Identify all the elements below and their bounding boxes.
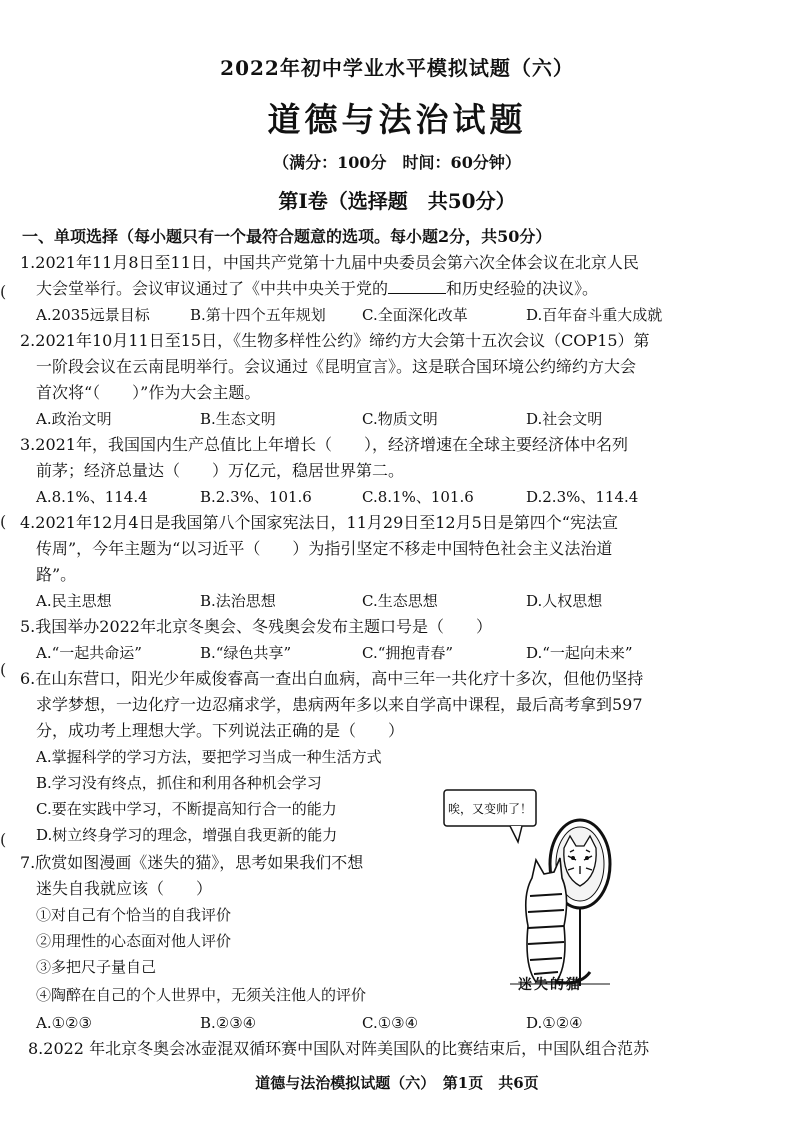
q6-line: 6.在山东营口，阳光少年威俊睿高一查出白血病，高中三年一共化疗十多次，但他仍坚持 — [20, 669, 644, 688]
q4-line: 4.2021年12月4日是我国第八个国家宪法日，11月29日至12月5日是第四个“宪法宣 — [20, 513, 618, 532]
q5-option-b: B.“绿色共享” — [200, 644, 292, 662]
exam-meta: （满分：100分 时间：60分钟） — [273, 153, 521, 172]
q6-line: 求学梦想，一边化疗一边忍痛求学，患病两年多以来自学高中课程，最后高考拿到597 — [36, 695, 643, 714]
q6-option-a: A.掌握科学的学习方法，要把学习当成一种生活方式 — [36, 748, 382, 766]
q7-option-c: C.①③④ — [362, 1014, 419, 1032]
q4-line: 路”。 — [36, 565, 77, 584]
answer-blank — [388, 279, 446, 294]
q1-line: 1.2021年11月8日至11日，中国共产党第十九届中央委员会第六次全体会议在北京人民 — [20, 253, 639, 272]
q4-option-b: B.法治思想 — [200, 592, 276, 610]
exam-title: 2022年初中学业水平模拟试题（六） — [220, 56, 574, 80]
q1-option-d: D.百年奋斗重大成就 — [526, 306, 663, 324]
binding-mark: ( — [0, 512, 7, 531]
q1-text: 大会堂举行。会议审议通过了《中共中央关于党的 — [36, 279, 389, 298]
q7-option-d: D.①②④ — [526, 1014, 583, 1032]
q7-item-3: ③多把尺子量自己 — [36, 958, 157, 976]
speech-bubble — [444, 790, 536, 842]
part-title: 第Ⅰ卷（选择题 共50分） — [278, 189, 516, 213]
binding-mark: ( — [0, 282, 7, 301]
q3-option-c: C.8.1%、101.6 — [362, 488, 474, 506]
q7-line: 迷失自我就应该（ ） — [36, 879, 213, 898]
q6-option-d: D.树立终身学习的理念，增强自我更新的能力 — [36, 826, 338, 844]
binding-mark: ( — [0, 660, 7, 679]
q5-option-c: C.“拥抱青春” — [362, 644, 454, 662]
q7-line: 7.欣赏如图漫画《迷失的猫》，思考如果我们不想 — [20, 853, 364, 872]
binding-mark: ( — [0, 830, 7, 849]
bubble-text: 唉，又变帅了！ — [447, 802, 533, 816]
q3-line: 3.2021年，我国国内生产总值比上年增长（ ），经济增速在全球主要经济体中名列 — [20, 435, 628, 454]
q1-line — [36, 278, 598, 300]
q2-line: 2.2021年10月11日至15日，《生物多样性公约》缔约方大会第十五次会议（COP15）第 — [20, 331, 650, 350]
q1-option-c: C.全面深化改革 — [362, 306, 468, 324]
q4-option-a: A.民主思想 — [36, 592, 112, 610]
q3-option-b: B.2.3%、101.6 — [200, 488, 312, 506]
q4-option-c: C.生态思想 — [362, 592, 438, 610]
q6-option-b: B.学习没有终点，抓住和利用各种机会学习 — [36, 774, 322, 792]
q2-line: 首次将“（ ）”作为大会主题。 — [36, 383, 261, 402]
q6-option-c: C.要在实践中学习，不断提高知行合一的能力 — [36, 800, 337, 818]
q7-item-4: ④陶醉在自己的个人世界中，无须关注他人的评价 — [36, 986, 367, 1004]
section-title: 一、单项选择（每小题只有一个最符合题意的选项。每小题2分，共50分） — [22, 227, 552, 246]
cartoon-caption: 迷失的猫 — [518, 977, 582, 993]
q2-option-b: B.生态文明 — [200, 410, 276, 428]
q5-line: 5.我国举办2022年北京冬奥会、冬残奥会发布主题口号是（ ） — [20, 617, 492, 636]
q4-line: 传周”，今年主题为“以习近平（ ）为指引坚定不移走中国特色社会主义法治道 — [36, 539, 613, 558]
q4-option-d: D.人权思想 — [526, 592, 603, 610]
q5-option-d: D.“一起向未来” — [526, 644, 633, 662]
q6-line: 分，成功考上理想大学。下列说法正确的是（ ） — [36, 721, 405, 740]
subject-title: 道德与法治试题 — [267, 100, 527, 139]
q7-option-a: A.①②③ — [36, 1014, 92, 1032]
q2-option-a: A.政治文明 — [36, 410, 112, 428]
q1-option-a: A.2035远景目标 — [36, 306, 150, 324]
q1-option-b: B.第十四个五年规划 — [190, 306, 326, 324]
q8-line: 8.2022 年北京冬奥会冰壶混双循环赛中国队对阵美国队的比赛结束后，中国队组合范苏 — [28, 1039, 650, 1058]
q1-text: 和历史经验的决议》。 — [446, 279, 599, 298]
q7-option-b: B.②③④ — [200, 1014, 257, 1032]
q5-option-a: A.“一起共命运” — [36, 644, 142, 662]
q7-item-2: ②用理性的心态面对他人评价 — [36, 932, 232, 950]
page-footer: 道德与法治模拟试题（六） 第1页 共6页 — [255, 1074, 539, 1092]
q2-line: 一阶段会议在云南昆明举行。会议通过《昆明宣言》。这是联合国环境公约缔约方大会 — [36, 357, 637, 376]
lost-cat-cartoon — [440, 786, 620, 1006]
q3-option-a: A.8.1%、114.4 — [36, 488, 148, 506]
q2-option-d: D.社会文明 — [526, 410, 603, 428]
q3-line: 前茅；经济总量达（ ）万亿元，稳居世界第二。 — [36, 461, 405, 480]
q3-option-d: D.2.3%、114.4 — [526, 488, 639, 506]
q2-option-c: C.物质文明 — [362, 410, 438, 428]
q7-item-1: ①对自己有个恰当的自我评价 — [36, 906, 232, 924]
